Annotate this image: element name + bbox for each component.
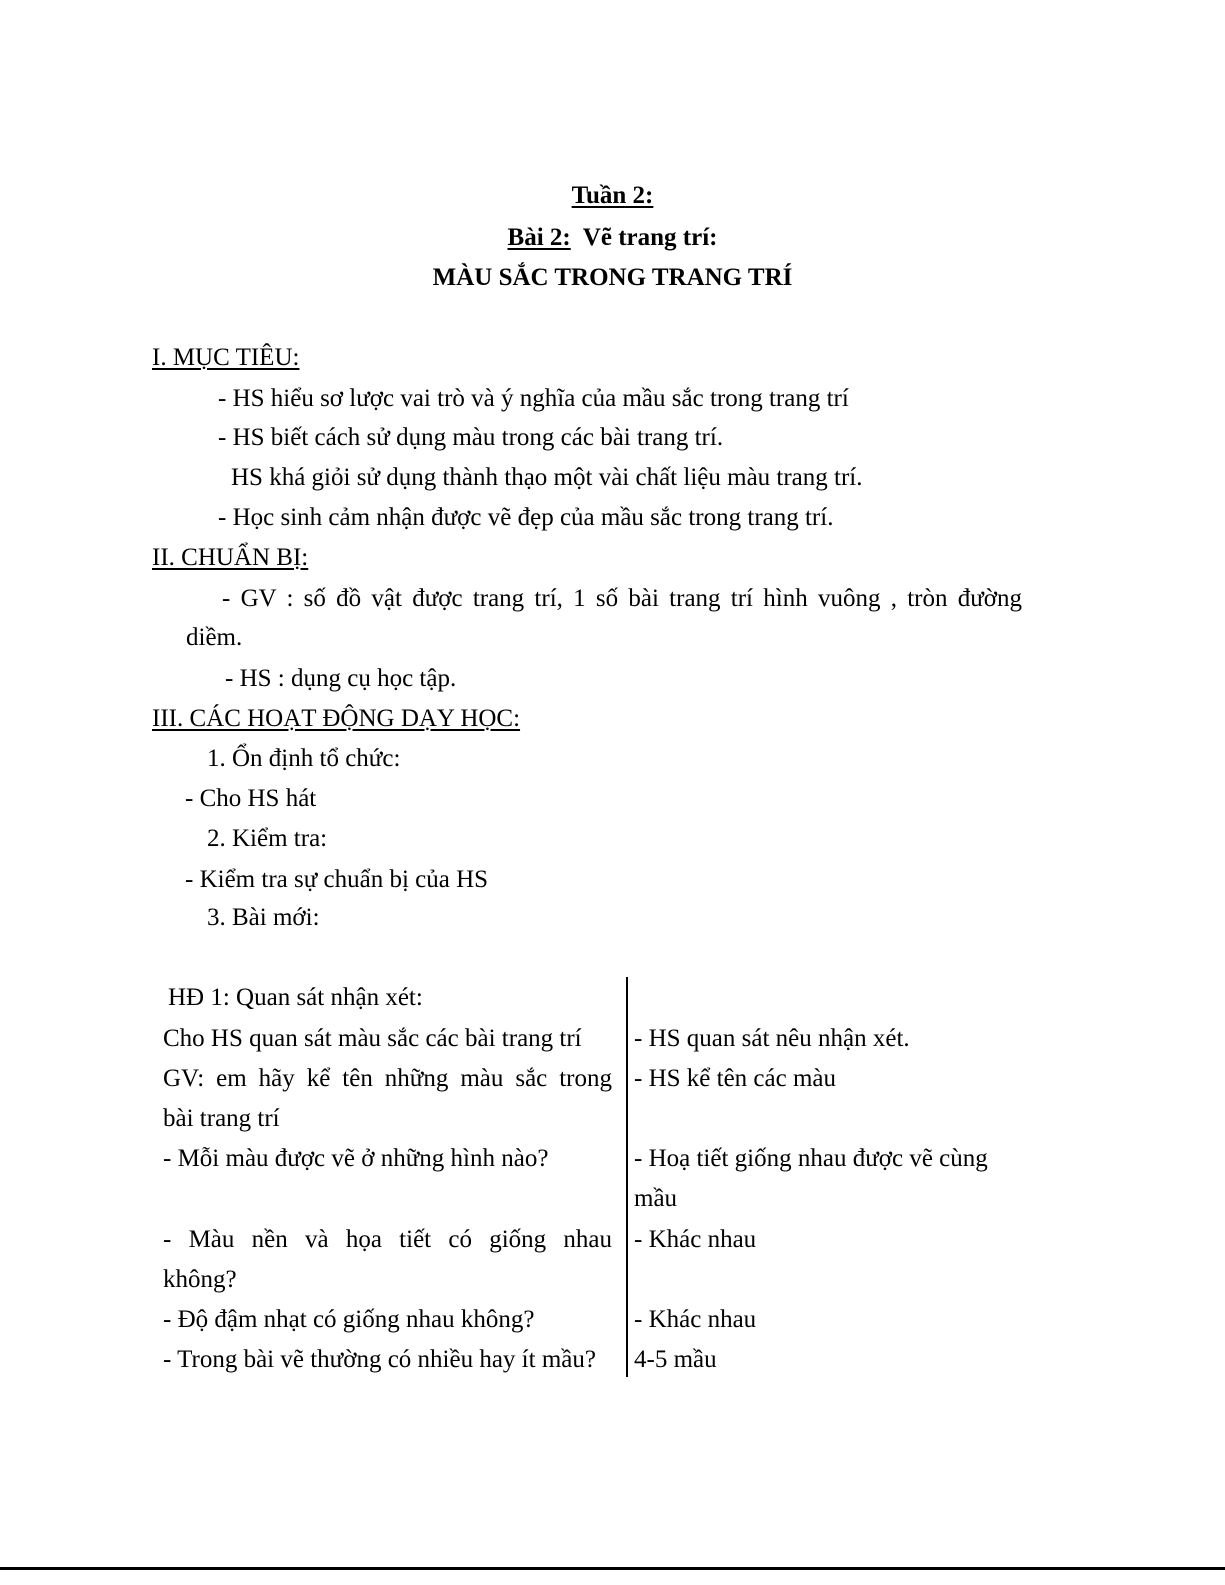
activities-heading: III. CÁC HOẠT ĐỘNG DẠY HỌC:	[152, 705, 521, 732]
table-left-cell: - Độ đậm nhạt có giống nhau không?	[163, 1306, 535, 1333]
preparation-gv-line	[222, 579, 1022, 619]
table-left-cell: Cho HS quan sát màu sắc các bài trang trí	[163, 1025, 582, 1052]
week-text: Tuần 2:	[571, 182, 654, 209]
table-right-cell: - Khác nhau	[634, 1226, 757, 1253]
table-left-cell	[163, 1059, 612, 1099]
lesson-line	[0, 218, 1225, 258]
objective-item: - Học sinh cảm nhận được vẽ đẹp của mầu sắc trong trang trí.	[218, 504, 834, 531]
table-left-cell: - Mỗi màu được vẽ ở những hình nào?	[163, 1145, 549, 1172]
activity-step: 3. Bài mới:	[207, 904, 320, 931]
table-right-cell: - HS quan sát nêu nhận xét.	[634, 1025, 910, 1052]
table-right-cell: 4-5 mầu	[634, 1346, 717, 1373]
table-right-cell: - Khác nhau	[634, 1306, 757, 1333]
objective-item: - HS biết cách sử dụng màu trong các bài trang trí.	[218, 424, 724, 451]
table-right-cell: mầu	[634, 1185, 678, 1212]
preparation-hs-line: - HS : dụng cụ học tập.	[225, 665, 457, 692]
objectives-heading: I. MỤC TIÊU:	[152, 344, 300, 371]
activity-step: 2. Kiểm tra:	[207, 825, 328, 852]
table-right-cell: - HS kể tên các màu	[634, 1065, 837, 1092]
objective-item: - HS hiểu sơ lược vai trò và ý nghĩa của mầu sắc trong trang trí	[218, 385, 849, 412]
page-bottom-rule	[0, 1567, 1225, 1570]
table-left-cell: không?	[163, 1266, 237, 1293]
activity-step: - Kiểm tra sự chuẩn bị của HS	[185, 866, 489, 893]
preparation-gv-continuation: diềm.	[186, 624, 243, 651]
table-left-cell: - Trong bài vẽ thường có nhiều hay ít mầu?	[163, 1346, 596, 1373]
activity-step: 1. Ổn định tổ chức:	[207, 745, 401, 772]
preparation-gv-text: - GV : số đồ vật được trang trí, 1 số bài trang trí hình vuông , tròn đường	[222, 585, 1022, 612]
preparation-heading: II. CHUẨN BỊ:	[152, 544, 309, 571]
table-heading: HĐ 1: Quan sát nhận xét:	[168, 984, 423, 1011]
table-left-cell	[163, 1220, 612, 1260]
lesson-topic: Vẽ trang trí:	[582, 224, 718, 251]
week-label	[0, 176, 1225, 216]
objective-item: HS khá giỏi sử dụng thành thạo một vài chất liệu màu trang trí.	[231, 464, 863, 491]
table-left-cell: bài trang trí	[163, 1105, 280, 1132]
page-title: MÀU SẮC TRONG TRANG TRÍ	[432, 264, 793, 291]
activity-step: - Cho HS hát	[185, 785, 317, 812]
table-right-cell: - Hoạ tiết giống nhau được vẽ cùng	[634, 1145, 988, 1172]
table-column-divider	[626, 977, 628, 1377]
table-left-text: GV: em hãy kể tên những màu sắc trong	[163, 1065, 612, 1092]
lesson-label: Bài 2:	[507, 224, 571, 251]
table-left-text: - Màu nền và họa tiết có giống nhau	[163, 1226, 612, 1253]
